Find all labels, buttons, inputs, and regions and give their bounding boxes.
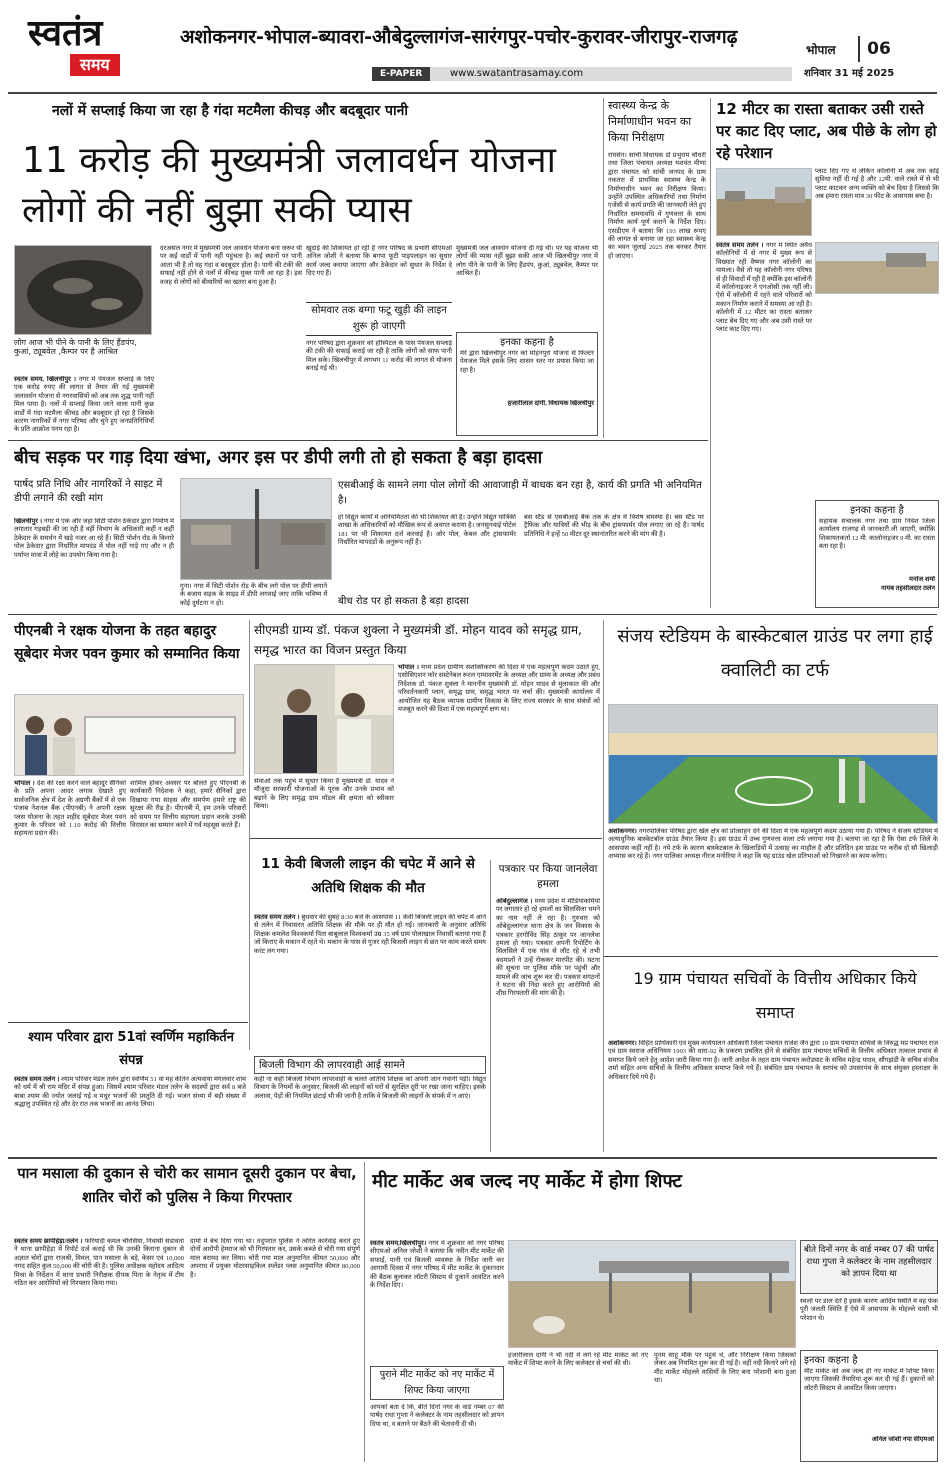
epaper-label: E-PAPER [372, 67, 430, 81]
pnb-text [14, 780, 126, 1050]
pnb-headline: पीएनबी ने रक्षक योजना के तहत बहादुर सूबेदार मेजर पवन कुमार को सम्मानित किया [14, 623, 240, 662]
meat-quote-signature: अनिल जोशी नपा सीएमओ [871, 1436, 934, 1443]
col-divider-shukla [249, 620, 250, 1050]
road-quote-box [815, 500, 939, 608]
pnb-body: देश की रक्षा करने वाले बहादुर सैनिकों के प्रति अपना आदर लगाव देखाते हुए सार्वजनिक क्षेत्र में देश के अग्रणी बैंकों में से एक पंजाब नेशनल बैंक (पीएनबी) ने अपनी रक्षक प्लस योजना के तहत शहीद सूबेदार मेजर पवन कुमार के परिवार को 1.10 करोड़ की वित्तीय सहायता प्रदान की। [14, 780, 126, 838]
shukla-dateline: भोपाल । [398, 664, 419, 671]
teacher-subhead: बिजली विभाग की लापरवाही आई सामने [254, 1056, 486, 1074]
meat-subhead: पुराने मीट मार्केट को नए मार्केट में शिफ्ट किया जाएगा [370, 1366, 504, 1400]
epaper-bar [372, 67, 792, 81]
shukla-headline: सीएमडी ग्राम्य डॉ. पंकज शुक्ला ने मुख्यमंत्री डॉ. मोहन यादव को समृद्ध ग्राम, समृद्ध भारत का विजन प्रस्तुत किया [254, 623, 582, 657]
theft-text [14, 1238, 184, 1462]
teacher-body: बुधवार की सुबह 8:30 बजे के आसपास 11 केवी बिजली लाइन की चपेट में आने से तलेन में निवासरत अतिथि शिक्षक की मौके पर ही मौत हो गई। जानकारी के अनुसार अतिथि शिक्षक कमलेश विश्वकर्मा पिता बाबूलाल विश्वकर्मा उम्र 35 वर्ष ग्राम पोलाखाल निवासी बताया गया है जो किराए के मकान में रहते थे। मकान के पास से गुजर रही बिजली लाइन से छत पर काम करते समय करंट लग गया। [254, 914, 486, 955]
theft-headline: पान मसाला की दुकान से चोरी कर सामान दूसरी दुकान पर बेचा, शातिर चोरों को पुलिस ने किया गिरफ्तार [17, 1166, 357, 1206]
col-divider-road [710, 98, 711, 608]
pole-text-2: हो विद्युत कार्यों में अनियमितता की भी शिकायत की है। उन्होंने विद्युत यांत्रिकी शाखा के अधिकारियों को मौखिक रूप से अवगत कराया है। जनसुनवाई पोर्टल 181 पर भी शिकायत दर्ज करवाई है। ओर पोल, केबल और ट्रांसफार्मर निर्धारित मापदंडों के अनुरूप नहीं हैं। [338, 514, 516, 547]
col-divider-health [603, 98, 604, 438]
muddy-water-image [15, 246, 152, 335]
meat-quote-title: इनका कहना है [804, 1355, 858, 1366]
pole-text [14, 518, 174, 608]
road-body: नगर में स्थित अवैध कॉलोनियों में से नगर में मुख्य रूप से विख्यात रही वैष्णव नगर कॉलोनी का मामला। वैसे तो यह कॉलोनी नगर परिषद से ही विवादों में रही है क्योंकि इस कॉलोनी में कॉलोनाइजर ने एनओसी तक नहीं ली। ऐसे में कॉलोनी में रहने वाले परिवारों को मकान निर्माण कराने में समस्या आ रही है। कॉलोनी में 12 मीटर का रास्ता बताकर प्लाट बेच दिए गए और अब उसी रास्ते पर प्लाट काट दिए गए। [716, 242, 812, 334]
shukla-text-2: सेवाओं तक पहुंच में सुधार किया है मुख्यमंत्री डॉ. यादव ने मौजूदा सरकारी योजनाओं के पूरक और उनके प्रभाव को बढ़ाने के लिए समृद्ध ग्राम मॉडल की क्षमता को स्वीकार किया। [254, 778, 394, 811]
vacant-plot-image [717, 169, 812, 236]
lead-col1-text [14, 376, 154, 436]
website-link[interactable]: www.swatantrasamay.com [450, 68, 584, 79]
shukla-text [398, 664, 600, 834]
lead-quote-title: इनका कहना है [500, 337, 554, 348]
journalist-dateline: ओबेदुल्लागंज । [496, 898, 533, 905]
meat-side-box [800, 1240, 938, 1294]
meat-dateline: स्वतंत्र समय,खिलचीपुर। [370, 1240, 427, 1247]
teacher-text-2: कहीं ना कहीं बिजली विभाग लापरवाही के चलते अतिथि शिक्षक को अपनी जान गवानी पड़ी। विद्युत विभाग के नियमों के अनुसार, बिजली की लाइनों को घरों से सुरक्षित दूरी पर रखा जाना चाहिए। इसके अलावा, पेड़ों की नियमित छंटाई भी की जानी है ताकि वे बिजली की लाइनों के संपर्क में न आएं। [254, 1076, 486, 1100]
col-divider-journalist [490, 860, 491, 1152]
journalist-headline: पत्रकार पर किया जानलेवा हमला [498, 863, 598, 890]
rule-mid [8, 614, 937, 615]
teacher-headline: 11 केवी बिजली लाइन की चपेट में आने से अतिथि शिक्षक की मौत [261, 856, 475, 896]
rule-teacher-top [250, 838, 602, 839]
pole-text-3: बस स्टैंड से एसबीआई बैंक तक के क्षेत्र में विशेष समस्या है। बस स्टैंड पर ट्रैफिक और यात्रियों की भीड़ के बीच ट्रांसफार्मर पोल लगाए जा रहे हैं। पार्षद प्रतिनिधि ने इन्हें 50 मीटर दूर स्थानांतरित करने की मांग की है। [524, 514, 704, 538]
sanjay-photo [608, 704, 938, 824]
sachiv-body: विहित प्राधिकारी एवं मुख्य कार्यपालन अधिकारी जिला पंचायत राजेश जैन द्वारा 19 ग्राम पंचायत सचिवों के विरुद्ध मप्र पंचायत राज एवं ग्राम स्वराज अधिनियम 1993 की धारा-92 के प्रकरण प्रचलित होने से संबंधित ग्राम पंचायत सचिवों के वित्तीय अधिकार तत्काल प्रभाव से समाप्त किये जाने हेतु आदेश जारी किया गया है। जारी आदेश के तहत ग्राम पंचायत करोडघाट के सचिव महेन्द्र यादव, सौंगझंडी के सचिव संजीव शर्मा सहित अन्य सचिवों के वित्तीय अधिकार समाप्त किये गये हैं। संबंधित ग्राम पंचायत के सरपंच को उपसरपंच के साथ संयुक्त हस्ताक्षर के अधिकार दिये गये हैं। [608, 1040, 938, 1081]
colony-road-image [816, 243, 939, 294]
col-divider-meat [364, 1162, 365, 1462]
road-quote-text: सहायक संचालक नगर तथा ग्राम निवेश जिला कार्यालय राजगढ़ से जानकारी ली जाएगी, क्योंकि शिकायतकर्ता 12 मी. कालोनाइजर 9 मी. का रास्ता बता रहा है। [819, 518, 935, 551]
rule-shyam-top [8, 1022, 248, 1023]
journalist-text [496, 898, 600, 1152]
meat-text-2: आपको बता दें कि, बीते दिनों नगर के वार्ड नम्बर 07 की पार्षद राधा गुप्ता ने कलेक्टर के नाम तहसीलदार को ज्ञापन दिया था, व बताने पर बैठने की चेतावनी दी थी। [370, 1404, 504, 1428]
logo [28, 14, 168, 80]
pole-photo [180, 478, 332, 580]
sanjay-headline: संजय स्टेडियम के बास्केटबाल ग्राउंड पर लगा हाई क्वालिटी का टर्फ [617, 626, 933, 681]
road-headline: 12 मीटर का रास्ता बताकर उसी रास्ते पर काट दिए प्लाट, अब पीछे के लोग हो रहे परेशान [716, 100, 937, 162]
shyam-body: श्याम परिवार मंडल तलेन द्वारा स्वर्णिम 51 वा मह कीर्तन अत्यवाया मंगलवार शाम को धर्म में श्री राम मंदिर में संपन्न हुआ। जिसमें श्याम परिवार मंडल तलेन के सदस्यों द्वारा सर्व 8 बजे बाबा श्याम की ज्योत जलाई गई व मधुर भजनों की प्रस्तुति दी गई। भजन संध्या में बड़ी संख्या में श्रद्धालु उपस्थित रहे और देर रात तक भजनों का आनंद लिया। [14, 1076, 246, 1109]
road-side-text: प्लाट दिए गए थे लेकिन कॉलोनी में अब तक कोई सुविधा नहीं दी गई है और 12मी. वाले रास्ते में से भी प्लाट काटकर अन्य व्यक्ति को बेच दिया है जिससे कि अब हमारा रास्ता मात्र 30 फीट के आसपास बचा है। [815, 168, 939, 201]
road-dateline: स्वतंत्र समय तलेन । [716, 242, 764, 249]
col-divider-sanjay [603, 620, 604, 1152]
rule-sachiv-top [604, 956, 938, 957]
cm-meeting-image [255, 665, 394, 774]
pnb-dateline: भोपाल । [14, 780, 35, 787]
meat-text [370, 1240, 504, 1362]
shyam-headline: श्याम परिवार द्वारा 51वां स्वर्णिम महाकिर्तन संपन्न [28, 1030, 234, 1068]
cities-line: अशोकनगर-भोपाल-ब्यावरा-औबेदुल्लागंज-सारंगपुर-पचोर-कुरावर-जीरापुर-राजगढ़ [180, 26, 738, 48]
sanjay-body: नगरपालिका परिषद द्वारा खेल क्षेत्र को प्रोत्साहन देने की दिशा में एक महत्वपूर्ण कदम उठाया गया है। परिषद ने संजय स्टेडियम में अत्याधुनिक बास्केटबॉल ग्राउंड तैयार किया है। इस ग्राउंड में उच्च गुणवत्ता वाला टर्फ लगाया गया है। बताया जा रहा है कि ऐसा टर्फ जिले के आसपास कहीं नहीं है। नये टर्फ के कारण बास्केटबाल के खिलाड़ियों में उत्साह का माहौल है और प्रतिदिन इस ग्राउंड पर करीब दो सौ खिलाड़ी अभ्यास कर रहे हैं। नगर पालिका अध्यक्ष नीरज मनोरिया ने कहा कि यह ग्राउंड खेल प्रतिभाओं को निखारने का काम करेगा। [608, 828, 938, 861]
lead-dateline: स्वतंत्र समय, खिलचीपुर । [14, 376, 76, 383]
lead-col1-body: नगर में पेयजल सप्लाई के लिए एक करोड़ रुपए की लागत से तैयार की गई मुख्यमंत्री जलावर्धन योजना से नगरवासियों को अब तक शुद्ध पानी नहीं मिल पाया है। नलों में सप्लाई किया जाने वाला पानी कुछ वार्डों में गंदा मटमैला कीचड़ और बदबूदार हो रहा है जिसके कारण नागरिकों में नगर परिषद और चुने हुए जनप्रतिनिधियों के प्रति आक्रोश पनप रहा है। [14, 376, 154, 434]
market-shed-image [509, 1241, 796, 1348]
meat-body: नगर में शुक्रवार को नगर परिषद सीएमओ अनिल जोशी ने बताया कि नवीन मीट मार्केट की सफाई, पानी एवं बिजली व्यवस्था के निर्देश जारी कर आगामी दिवस में नगर परिषद में मीट मार्केट के दुकानदार की बैठक बुलाकर लॉटरी सिस्टम से दुकानें आवंटित करने के निर्देश दिए। [370, 1240, 504, 1290]
lead-photo-caption: लोग आज भी पीने के पानी के लिए हैंडपंप, कुआं, ट्यूबवेल ,कैम्पर पर है आश्रित [14, 338, 137, 356]
pole-body: नगर में एक और जहां सिटी पोर्शन ठेकेदार द्वारा निर्माण में लगातार गड़बड़ी की जा रही है वहीं विभाग के अधिकारी कहीं न कहीं ठेकेदार के समर्थन में खड़े नजर आ रहे हैं। सिटी पोर्शन रोड के किनारे पोल ठेकेदार द्वारा निर्धारित मापदंड में पोल नहीं गाड़े गए और न ही पर्याप्त मात्रा में लोहे का उपयोग किया गया है। [14, 518, 174, 559]
lead-quote-box [456, 332, 598, 436]
meat-quote-text: मीट मार्केट को अब जल्द ही नए मार्केट में शिफ्ट किया जाएगा जिसकी तैयारियां शुरू कर दी गई हैं। दुकानों को लॉटरी सिस्टम से आवंटित किया जाएगा। [804, 1368, 934, 1392]
health-headline: स्वास्थ्य केन्द्र के निर्माणाधीन भवन का किया निरीक्षण [608, 99, 692, 144]
pole-dateline: खिलचीपुर । [14, 518, 43, 525]
pole-subhead: बीच रोड पर हो सकता है बड़ा हादसा [338, 596, 469, 607]
sachiv-dateline: अशोकनगर। [608, 1040, 637, 1047]
journalist-body: मध्य प्रदेश में मीडियाकर्मियों पर लगातार हो रहे हमलों का सिलसिला थमने का नाम नहीं ले रहा है। गुरुवार को ओबेदुल्लागंज थाना क्षेत्र के जन विकास के पत्रकार हरगोविंद सिंह ठाकुर पर जानलेवा हमला हो गया। पत्रकार अपनी रिपोर्टिंग के सिलसिले में एक गांव से लौट रहे थे तभी बदमाशों ने उन्हें रोककर मारपीट की। घटना की सूचना पर पुलिस मौके पर पहुंची और मामले की जांच शुरू कर दी। पत्रकार संगठनों ने घटना की निंदा करते हुए आरोपियों की शीघ्र गिरफ्तारी की मांग की है। [496, 898, 600, 998]
meat-side-text: स्थलों पर डाल देते हैं इसके कारण आदिम स्थिति में वह फेंक पूरी जलती स्थिति हैं ऐसे में आसपास के मोहल्ले वासी भी परेशान थे। [800, 1298, 938, 1322]
theft-body: फरियादी कमल चौरसिया, निवासी संडावता ने थाना छापीहेड़ा में रिपोर्ट दर्ज कराई थी कि उनकी किराना दुकान से अज्ञात चोरों द्वारा राजश्री, विमल, पान मसाला के बड़े, केसर एवं 10,000 नगद सहित कुल 50,000 की चोरी की है। पुलिस अधीक्षक महोदय आदित्य मिश्रा के निर्देशन में थाना प्रभारी निरीक्षक दीपक पिता के नेतृत्व में टीम गठित कर आरोपियों को गिरफ्तार किया गया। [14, 1238, 184, 1288]
masthead-rule [8, 92, 937, 94]
lead-subhead: सोमवार तक बग्गा फटू खुड़ी की लाइन शुरू हो जाएगी [306, 302, 452, 336]
road-quote-signature: मनोज शर्मा [909, 576, 935, 583]
shukla-photo [254, 664, 394, 774]
meat-quote-box [800, 1350, 938, 1462]
road-quote-role: नायब तहसीलदार तलेन [881, 585, 935, 592]
lead-quote-text: मेरे द्वारा खिलचीपुर नगर को मोहनपुरा योजना से फिल्टर पेयजल मिले इसके लिए शासन स्तर पर प्रयास किया जा रहा है। [460, 350, 594, 374]
road-pole-image [181, 479, 332, 580]
pnb-photo [14, 694, 244, 776]
lead-photo [14, 245, 152, 335]
sachiv-text [608, 1040, 938, 1152]
teacher-text [254, 914, 486, 1054]
rule-bottom [8, 1157, 937, 1159]
road-photo-2 [815, 242, 939, 294]
shyam-text [14, 1076, 246, 1152]
pole-photo-caption: गुना। नगर में सिटी पोर्शन रोड के बीच लगे पोल पर डीपी लगाने के बजाय सड़क के साइड में डीपी लगवाई जाए ताकि भविष्य में कोई दुर्घटना न हो। [180, 582, 328, 607]
meat-photo [508, 1240, 796, 1348]
pnb-text-2: शामिल होकर अवसर पर बोलते हुए पीएनबी के कार्यकारी निदेशक ने कहा, हमारे सैनिकों द्वारा दिखाया गया साहस और समर्पण हमारे राष्ट्र की सुरक्षा की रीढ़ है। पीएनबी में, हम उनके परिवारों को समय पर वित्तीय सहायता प्रदान करके उनकी विरासत का सम्मान करने में गर्व महसूस करते हैं। [130, 780, 246, 830]
logo-top: स्वतंत्र [28, 13, 103, 54]
health-text: रायसेन। सांची विधायक डॉ प्रभुराम चौधरी तथा जिला पंचायत अध्यक्ष यशवंत मीणा द्वारा पंचायत को सांची जनपद के ग्राम नकतरा में प्राथमिक स्वास्थ्य केन्द्र के निर्माणाधीन भवन का निरीक्षण किया। उन्होंने उपस्थित अधिकारियों तथा निर्माण एजेंसी से कार्य प्रगति की जानकारी लेते हुए निर्धारित समयावधि में गुणवत्ता के साथ निर्माण कार्य पूर्ण कराने के निर्देश दिए। एसडीएम ने बताया कि 193 लाख रूपए की लागत से बनाया जा रहा स्वास्थ्य केन्द्र का भवन जुलाई 2025 तक बनकर तैयार हो जाएगा। [608, 152, 706, 260]
lead-col2-text: दरअसल नगर में मुख्यमंत्री जल आवर्धन योजना बना जरूर थी पर कई वार्डों में पानी नहीं पहुंचता है। कई स्थानों पर पानी आता भी है तो वह गंदा व बदबूदार होता है। पानी की टंकी की सफाई नहीं होने से नलों में कीचड़ युक्त पानी आ रहा है। इस वजह से लोगों को बीमारियों का खतरा बना हुआ है। [160, 245, 302, 286]
shukla-body: मध्य प्रदेश ग्रामीण सशक्तिकरण की दिशा में एक महत्वपूर्ण कदम उठाते हुए, एसोसिएशन फॉर सस्टेनेबल रूरल एम्पावरमेंट के अध्यक्ष और ग्राम्य के अध्यक्ष और प्रबंध निदेशक डॉ. पंकज शुक्ला ने माननीय मुख्यमंत्री डॉ. मोहन यादव से मुलाकात की और परिवर्तनकारी प्लान, समृद्ध ग्राम, समृद्ध भारत पर चर्चा की। मुख्यमंत्री कार्यालय में आयोजित यह बैठक व्यापक ग्रामीण विकास के लिए राज्य सरकार के साथ संबंधों को मजबूत करने की दिशा में एक महत्वपूर्ण क्षण था। [398, 664, 600, 714]
road-photo [716, 168, 812, 236]
meat-text-4: पूनम साहू मौके पर पहुंचे थे, और निरीक्षण किया जिसको लेकर अब नियमित शुरू कर दी गई है। वहीं नदी किनारे लगे रहे मीट मार्केट मोहल्ले वासियों के लिए बना परेशानी बना हुआ था। [654, 1352, 796, 1385]
meat-side-box-text: बीते दिनों नगर के वार्ड नम्बर 07 की पार्षद राधा गुप्ता ने कलेक्टर के नाम तहसीलदार को ज्ञापन दिया था [804, 1245, 934, 1279]
issue-date: शनिवार 31 मई 2025 [804, 68, 895, 79]
logo-bottom: समय [70, 54, 120, 76]
lead-kicker: नलों में सप्लाई किया जा रहा है गंदा मटमैला कीचड़ और बदबूदार पानी [52, 103, 408, 119]
sanjay-text [608, 828, 938, 952]
pole-headline: बीच सड़क पर गाड़ दिया खंभा, अगर इस पर डीपी लगी तो हो सकता है बड़ा हादसा [14, 448, 543, 468]
lead-col4-text: मुख्यमंत्री जल आवर्धन योजना दी गई थी। पर यह योजना भी लोगों की प्यास नहीं बुझा सकी आज भी खिलचीपुर नगर में लोग पीने के पानी के लिए हैंडपंप, कुआं, ट्यूबवेल, कैम्पर पर आश्रित हैं। [456, 245, 598, 278]
meat-headline: मीट मार्केट अब जल्द नए मार्केट में होगा शिफ्ट [372, 1171, 682, 1192]
sachiv-headline: 19 ग्राम पंचायत सचिवों के वित्तीय अधिकार किये समाप्त [633, 969, 917, 1022]
masthead [0, 0, 945, 92]
road-text [716, 242, 812, 608]
page-number: 06 [858, 36, 898, 62]
theft-dateline: स्वतंत्र समय छापीहेड़ा/तलेन । [14, 1238, 83, 1245]
teacher-dateline: स्वतंत्र समय तलेन । [254, 914, 300, 921]
pole-kicker: पार्षद प्रति निधि और नागरिकों ने साइट में डीपी लगाने की रखी मांग [14, 479, 163, 504]
edition-label: भोपाल [806, 43, 836, 57]
lead-quote-signature: हजारीलाल दांगी, विधायक खिलचीपुर [507, 400, 594, 407]
lead-col3b-text: नगर परिषद द्वारा शुक्रवार को हॉस्पिटल के पास पेयजल सप्लाई की टंकी की सफाई कराई जा रही है ताकि लोगों को साफ पानी मिल सके। खिलचीपुर में लगभग 11 करोड़ की लागत से योजना बनाई गई थी। [306, 340, 452, 373]
road-quote-title: इनका कहना है [850, 505, 904, 516]
basketball-court-image [609, 705, 938, 824]
rule-pole-top [8, 440, 708, 441]
pole-kicker-2: एसबीआई के सामने लगा पोल लोगों की आवाजाही में बाधक बन रहा है, कार्य की प्रगति भी अनियमित है। [338, 480, 702, 506]
shyam-dateline: स्वतंत्र समय तलेन । [14, 1076, 60, 1083]
lead-col3-text: खुदाई की शिकायत हो रही है नगर परिषद के प्रभारी सीएमओ अनिल जोशी ने बताया कि बगपा फूटी पाइपलाइन का सुधार कार्य जल्द कराया जाएगा और ठेकेदार को सुधार के निर्देश दे दिए गए हैं। [306, 245, 452, 278]
theft-text-2: दामों में बेच दिया गया था। तदुपरांत पुलिस ने त्वरित कार्रवाई करते हुए दोनों आरोपी हेमराज को भी गिरफ्तार कर, उसके कब्जे से चोरी गया संपूर्ण माल बरामद कर लिया। चोरी गया माल अनुमानित कीमत 50,000 और अपराध में प्रयुक्त मोटरसाइकिल स्प्लेंडर प्लस अनुमानित कीमत 80,000 है। [190, 1238, 360, 1279]
meat-text-3: हजारीलाल दांगी ने भी नदी में लगे रहे मीट मार्केट को नए मार्केट में शिफ्ट करने के लिए कलेक्टर से चर्चा की थी। [508, 1352, 648, 1368]
cheque-ceremony-image [15, 695, 244, 776]
lead-headline: 11 करोड़ की मुख्यमंत्री जलावर्धन योजना लोगों की नहीं बुझा सकी प्यास [22, 140, 556, 231]
sanjay-dateline: अशोकनगर। [608, 828, 637, 835]
